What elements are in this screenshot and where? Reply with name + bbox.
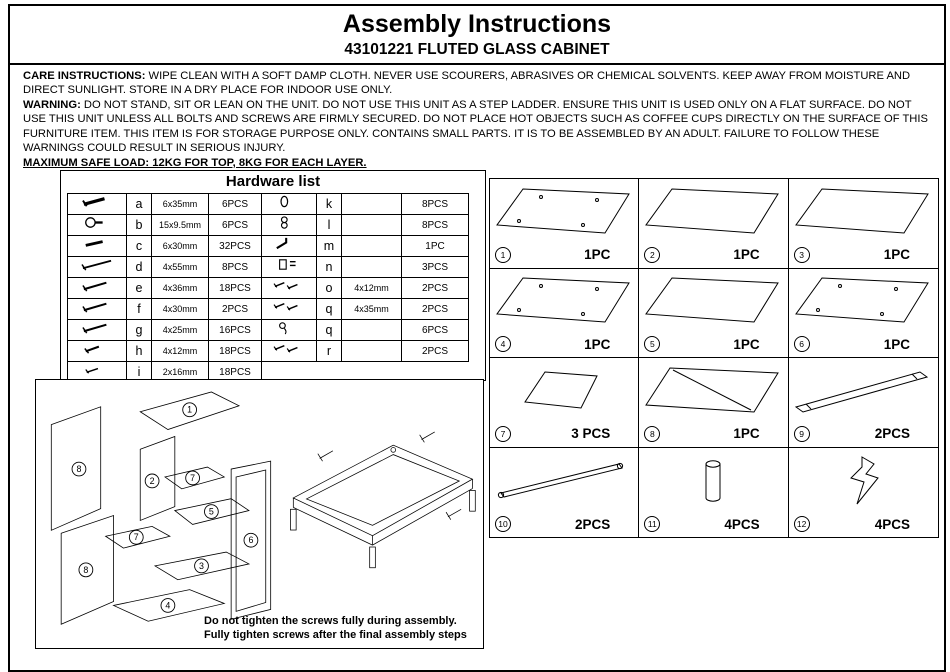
part-label-row [639,514,787,537]
screw-icon [68,320,127,341]
hardware-size: 4x35mm [342,299,402,320]
hardware-qty: 6PCS [209,194,262,215]
part-drawing-panel [639,269,787,335]
part-qty: 4PCS [874,516,910,532]
hardware-qty: 3PCS [402,257,469,278]
hardware-letter: h [127,341,152,362]
part-drawing-clip [789,448,938,515]
part-number-badge: 9 [794,426,810,442]
hardware-row [262,341,469,362]
hardware-tables [67,193,485,404]
part-number-badge: 11 [644,516,660,532]
hardware-row [262,257,469,278]
part-label-row [789,514,938,537]
max-load-text: MAXIMUM SAFE LOAD: 12KG FOR TOP, 8KG FOR EACH LAYER. [23,156,367,169]
hardware-size: 6x35mm [152,194,209,215]
hardware-qty: 8PCS [209,257,262,278]
hardware-letter: m [317,236,342,257]
hardware-row [68,278,262,299]
part-callout: 7 [133,532,139,543]
hardware-row [262,194,469,215]
hardware-row [68,257,262,278]
hardware-size [342,341,402,362]
part-number-badge: 7 [495,426,511,442]
part-number-badge: 8 [644,426,660,442]
care-instructions-label: CARE INSTRUCTIONS: [23,69,146,82]
bolt-icon [68,194,127,215]
part-qty: 2PCS [874,426,910,441]
hardware-size [342,320,402,341]
part-cell-2 [639,179,788,269]
screw-icon [68,299,127,320]
assembly-note-line2: Fully tighten screws after the final assembly steps [204,629,467,642]
hardware-size [342,257,402,278]
hardware-letter: c [127,236,152,257]
part-qty: 1PC [733,426,760,441]
part-cell-1 [490,179,639,269]
hardware-qty: 6PCS [402,320,469,341]
part-qty: 3 PCS [571,426,611,441]
instruction-sheet [8,4,946,672]
exploded-part-labels [72,403,258,613]
hardware-letter: i [127,362,152,383]
part-qty: 1PC [733,336,760,352]
hardware-letter: o [317,278,342,299]
part-qty: 1PC [883,247,910,262]
part-number-badge: 4 [495,336,511,352]
part-callout: 1 [187,404,193,415]
hardware-size: 4x36mm [152,278,209,299]
part-number-badge: 2 [644,247,660,263]
part-number-badge: 5 [644,336,660,352]
part-drawing-cylinder [639,448,787,515]
hardware-list-title: Hardware list [225,173,321,190]
part-callout: 3 [199,560,204,571]
part-callout: 8 [83,564,89,575]
hardware-size: 4x25mm [152,320,209,341]
part-callout: 7 [190,472,196,483]
hardware-table-left [67,193,262,404]
part-label-row [490,424,638,447]
hardware-letter: q [317,320,342,341]
hardware-row [262,299,469,320]
hardware-size [342,236,402,257]
hardware-letter: b [127,215,152,236]
hardware-size: 2x16mm [152,362,209,383]
hardware-letter: l [317,215,342,236]
part-number-badge: 1 [495,247,511,263]
hardware-row [262,215,469,236]
assembly-note [204,614,467,643]
part-cell-9 [789,358,938,448]
hardware-row [262,320,469,341]
hardware-letter: g [127,320,152,341]
part-label-row [789,245,938,268]
screw-long-icon [68,257,127,278]
warning-paragraph [23,98,931,156]
warning-label: WARNING: [23,98,81,111]
dowel-icon [68,236,127,257]
part-drawing-bar-thin [490,448,638,515]
part-qty: 1PC [733,247,760,262]
hardware-letter: d [127,257,152,278]
hardware-size: 4x12mm [342,278,402,299]
allen-key-icon [262,236,317,257]
plug-icon [262,194,317,215]
hardware-size: 4x12mm [152,341,209,362]
hardware-size [342,194,402,215]
hardware-list-section [60,170,486,381]
hardware-letter: e [127,278,152,299]
warning-text: DO NOT STAND, SIT OR LEAN ON THE UNIT. DO NOT USE THIS UNIT AS A STEP LADDER. ENSURE THIS UNIT IS USED ONLY ON A FLAT SURFACE. DO NOT USE THIS UNIT UNLESS ALL BOLTS AND SCREWS ARE FIRMLY SECURED. DO NOT PLACE HOT OBJECTS SUCH AS COFFEE CUPS DIRECTLY ON THE SURFACE OF THIS FURNITURE ITEM. THIS ITEM IS FOR STORAGE PURPOSE ONLY. CONTAINS SMALL PARTS. IT IS TO BE ASSEMBLED BY AN ADULT. FAILURE TO FOLLOW THESE WARNINGS COULD RESULT IN SERIOUS INJURY. [23,98,928,155]
part-number-badge: 10 [495,516,511,532]
part-drawing-panel-holes [490,179,638,245]
part-drawing-panel [639,179,787,245]
hardware-letter: a [127,194,152,215]
hardware-qty: 2PCS [209,299,262,320]
hardware-qty: 8PCS [402,215,469,236]
hardware-qty: 8PCS [402,194,469,215]
part-number-badge: 3 [794,247,810,263]
part-label-row [490,514,638,537]
part-label-row [639,245,787,268]
page-title: Assembly Instructions [342,10,612,38]
part-qty: 1PC [584,336,611,352]
part-qty: 1PC [584,247,611,262]
pin-icon [262,320,317,341]
part-qty: 2PCS [575,516,611,532]
hardware-row [262,236,469,257]
screw-pair-icon [262,278,317,299]
part-drawing-panel [789,179,938,245]
hardware-qty: 2PCS [402,278,469,299]
part-cell-7 [490,358,639,448]
hardware-size: 4x30mm [152,299,209,320]
part-cell-3 [789,179,938,269]
hardware-size: 4x55mm [152,257,209,278]
part-label-row [789,334,938,357]
hardware-letter: r [317,341,342,362]
assembly-overview-section [35,379,484,649]
hardware-qty: 18PCS [209,278,262,299]
part-callout: 2 [149,475,155,486]
part-qty: 1PC [883,336,910,352]
part-drawing-panel-small [490,358,638,424]
hardware-letter: k [317,194,342,215]
hardware-qty: 32PCS [209,236,262,257]
part-callout: 5 [208,506,214,517]
hardware-qty: 6PCS [209,215,262,236]
hardware-qty: 18PCS [209,362,262,383]
hardware-row [68,215,262,236]
part-drawing-bar [789,358,938,424]
warnings-text-block [10,65,944,171]
part-label-row [789,424,938,447]
part-number-badge: 12 [794,516,810,532]
max-load-line [23,156,931,171]
parts-grid [489,178,939,538]
care-instructions-paragraph [23,69,931,98]
hardware-size [342,215,402,236]
hardware-qty: 2PCS [402,341,469,362]
plug2-icon [262,215,317,236]
bracket-icon [262,257,317,278]
part-drawing-panel-fold [639,358,787,424]
hardware-qty: 16PCS [209,320,262,341]
screw-icon [68,278,127,299]
exploded-view-diagram [40,390,280,642]
hardware-row [68,299,262,320]
hardware-row [68,341,262,362]
part-callout: 6 [248,535,254,546]
part-label-row [490,245,638,268]
part-cell-5 [639,269,788,359]
cam-icon [68,215,127,236]
assembly-note-line1: Do not tighten the screws fully during assembly. [204,615,457,627]
hardware-size: 15x9.5mm [152,215,209,236]
hardware-letter: f [127,299,152,320]
part-number-badge: 6 [794,336,810,352]
part-label-row [639,424,787,447]
part-cell-12 [789,448,938,538]
part-qty: 4PCS [724,516,760,532]
part-cell-6 [789,269,938,359]
part-cell-11 [639,448,788,538]
hardware-qty: 2PCS [402,299,469,320]
hardware-qty: 18PCS [209,341,262,362]
part-drawing-panel-holes [789,269,938,335]
hardware-letter: n [317,257,342,278]
screw-pair-icon [262,299,317,320]
hardware-table-right [261,193,469,362]
part-callout: 8 [76,464,82,475]
care-instructions-text: WIPE CLEAN WITH A SOFT DAMP CLOTH. NEVER USE SCOURERS, ABRASIVES OR CHEMICAL SOLVENTS. KEEP AWAY FROM MOISTURE AND DIRECT SUNLIGHT. STORE IN A DRY PLACE FOR INDOOR USE ONLY. [23,69,911,97]
part-label-row [490,334,638,357]
part-cell-8 [639,358,788,448]
screw-small-icon [68,341,127,362]
hardware-row [68,236,262,257]
part-cell-10 [490,448,639,538]
part-label-row [639,334,787,357]
screw-pair-icon [262,341,317,362]
hardware-size: 6x30mm [152,236,209,257]
product-subtitle: 43101221 FLUTED GLASS CABINET [10,39,944,65]
part-callout: 4 [165,600,171,611]
part-cell-4 [490,269,639,359]
hardware-qty: 1PC [402,236,469,257]
hardware-row [68,194,262,215]
hardware-row [68,320,262,341]
frame-assembly-diagram [282,424,480,604]
part-drawing-panel-holes [490,269,638,335]
hardware-row [262,278,469,299]
hardware-letter: q [317,299,342,320]
